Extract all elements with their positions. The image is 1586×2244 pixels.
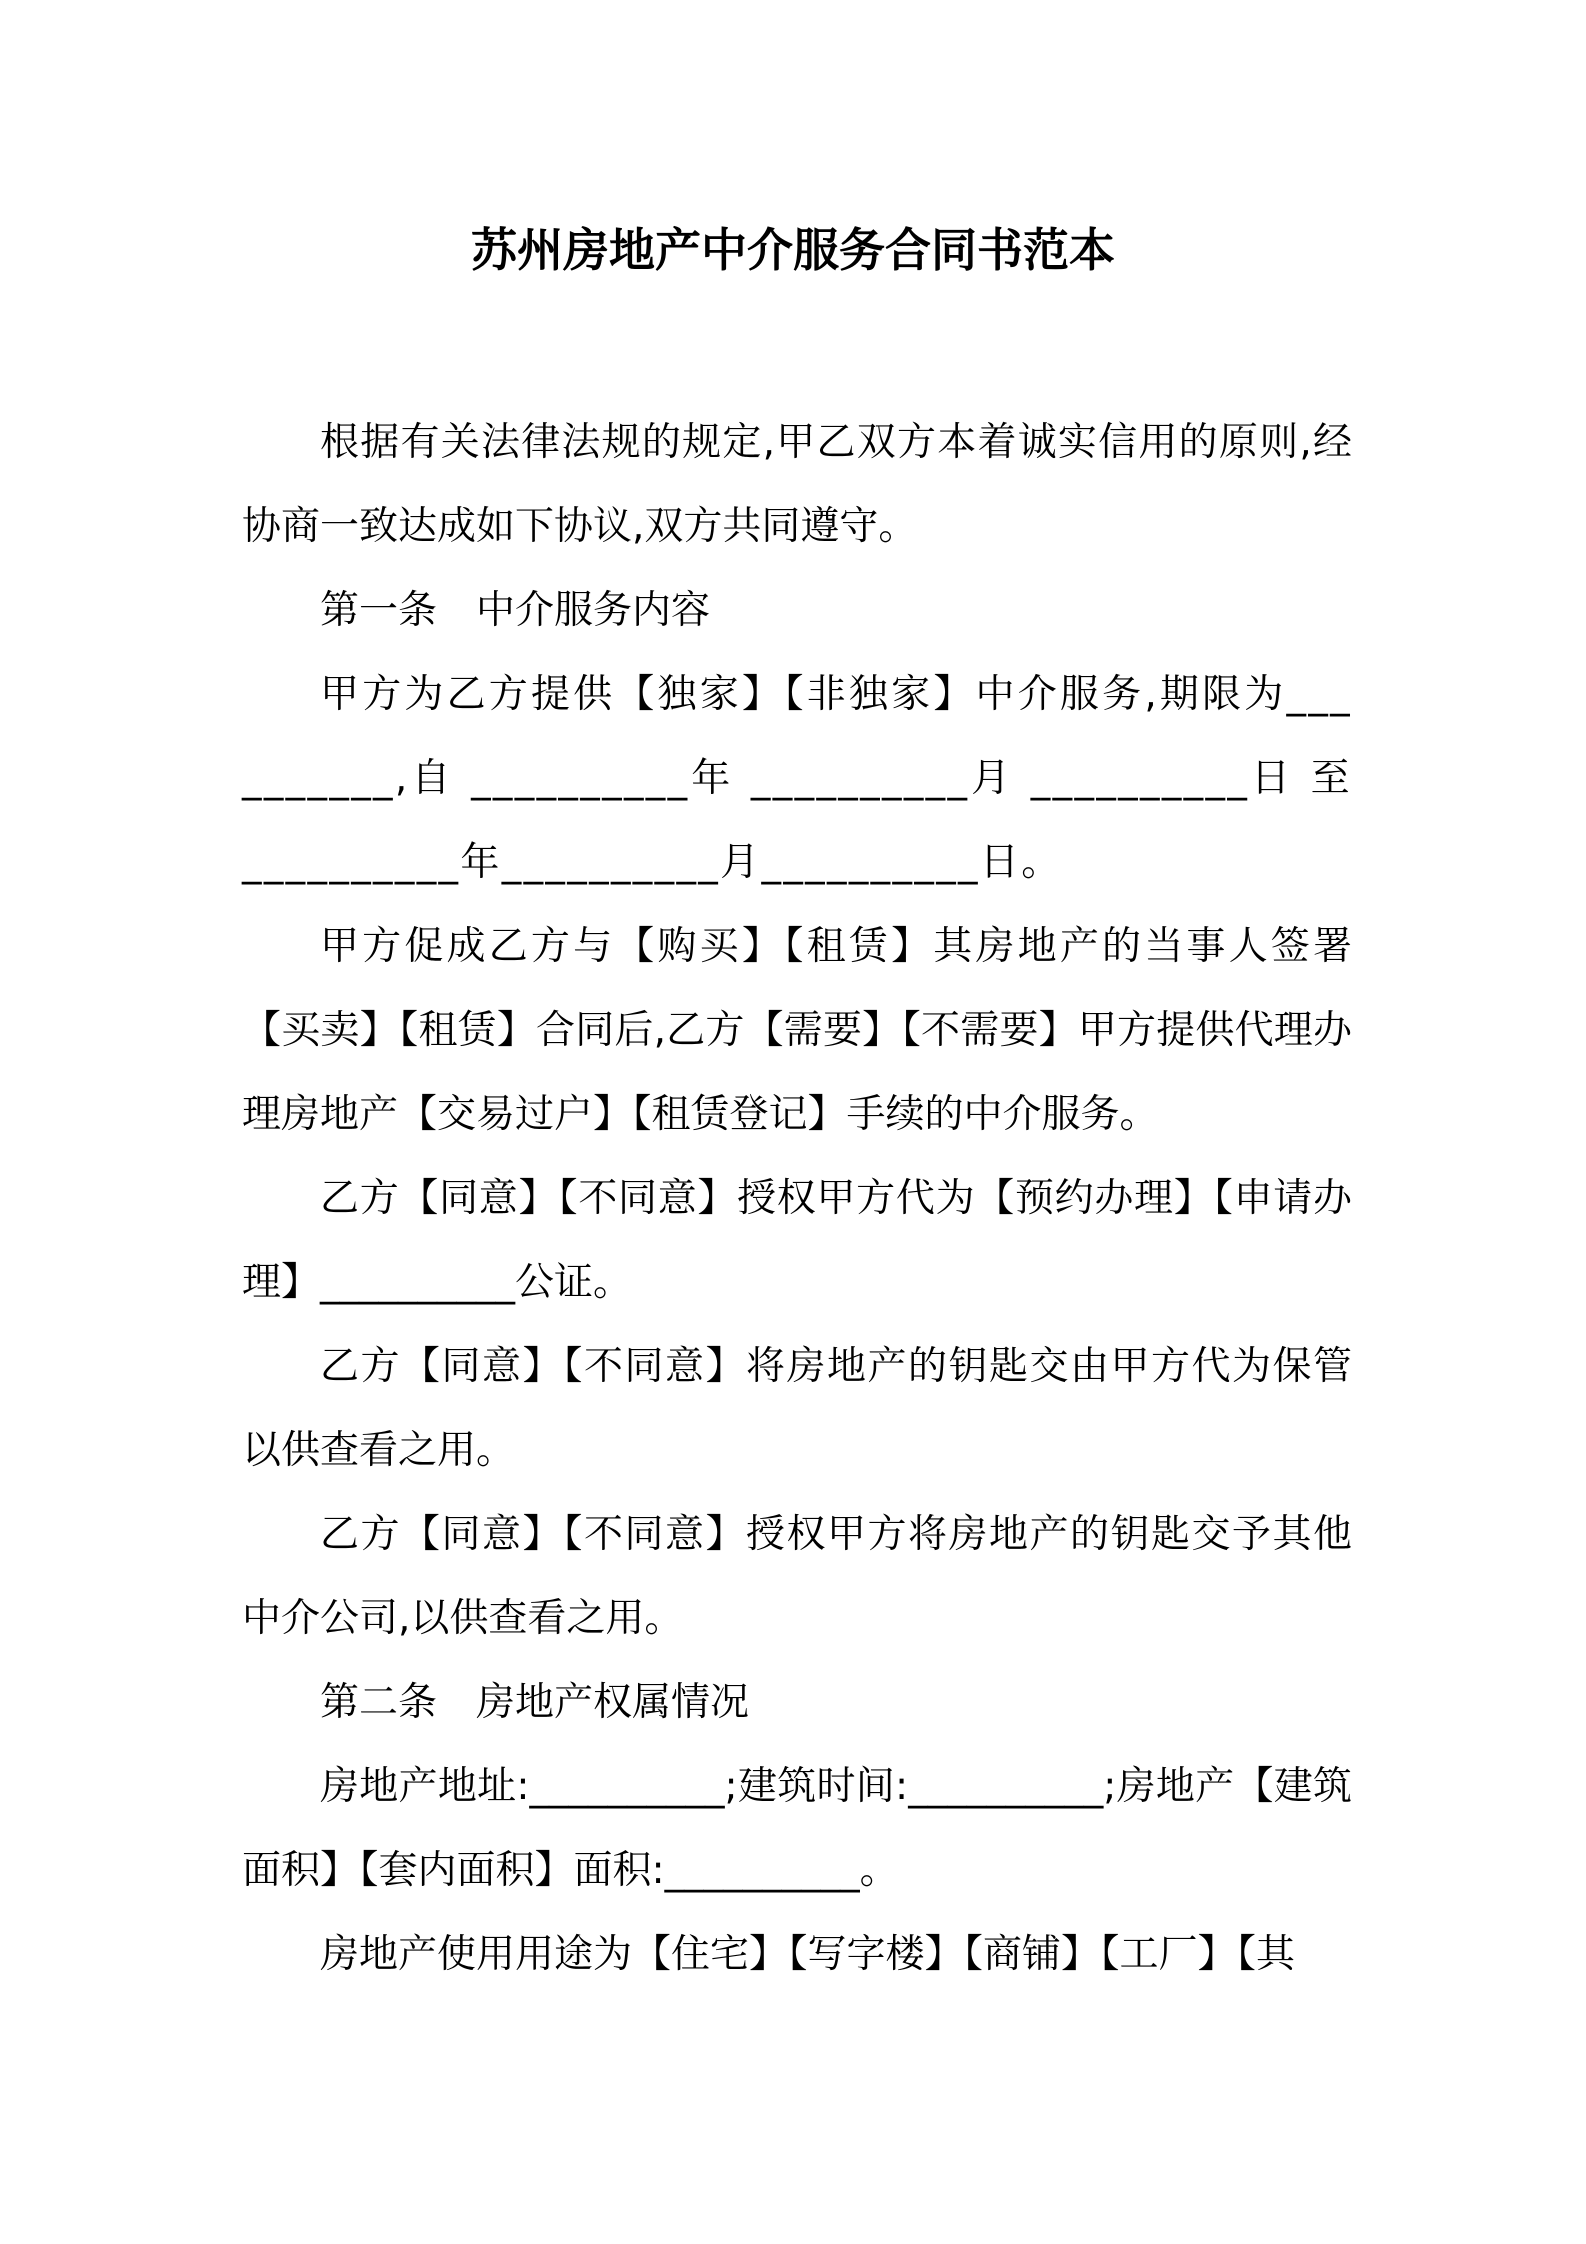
paragraph-service-term: 甲方为乙方提供【独家】【非独家】中介服务,期限为__________,自 __________年 __________月 __________日 至__________年__________月__________日。 (242, 672, 1352, 885)
document-title: 苏州房地产中介服务合同书范本 (471, 223, 1115, 277)
paragraph-property-use: 房地产使用用途为【住宅】【写字楼】【商铺】【工厂】【其 (320, 1932, 1296, 1977)
article-1-heading: 第一条 中介服务内容 (320, 588, 711, 633)
paragraph-preamble: 根据有关法律法规的规定,甲乙双方本着诚实信用的原则,经协商一致达成如下协议,双方共同遵守。 (242, 420, 1352, 549)
paragraph-key-sharing: 乙方【同意】【不同意】授权甲方将房地产的钥匙交予其他中介公司,以供查看之用。 (242, 1512, 1352, 1641)
paragraph-property-details: 房地产地址:__________;建筑时间:__________;房地产【建筑面积】【套内面积】面积:__________。 (242, 1764, 1352, 1893)
paragraph-key-custody: 乙方【同意】【不同意】将房地产的钥匙交由甲方代为保管以供查看之用。 (242, 1344, 1352, 1473)
article-2-heading: 第二条 房地产权属情况 (320, 1680, 750, 1725)
paragraph-transaction-service: 甲方促成乙方与【购买】【租赁】其房地产的当事人签署【买卖】【租赁】合同后,乙方【需要】【不需要】甲方提供代理办理房地产【交易过户】【租赁登记】手续的中介服务。 (242, 924, 1352, 1137)
paragraph-notarization: 乙方【同意】【不同意】授权甲方代为【预约办理】【申请办理】__________公证。 (242, 1176, 1352, 1305)
document-body (242, 401, 1352, 1997)
